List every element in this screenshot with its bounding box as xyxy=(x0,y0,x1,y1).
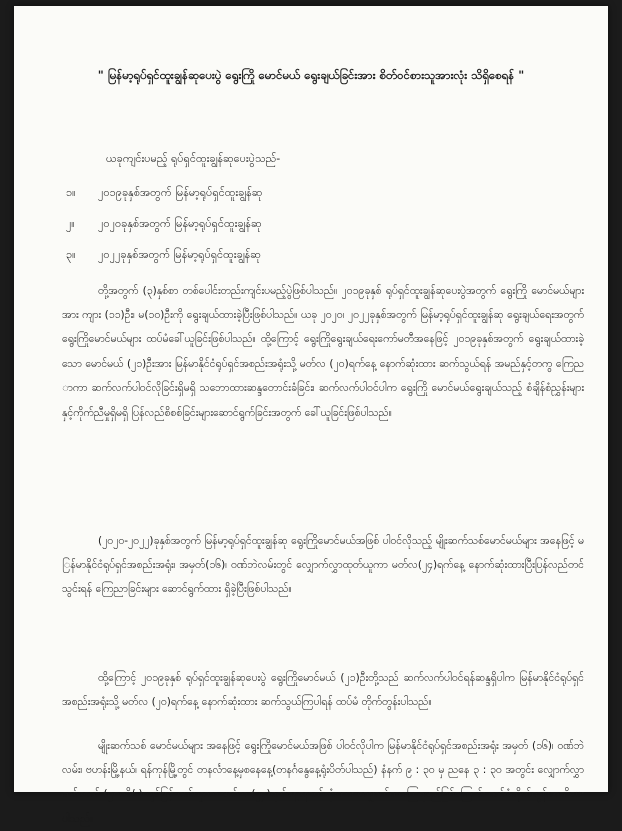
list-item-number: ၃။ xyxy=(66,248,98,264)
intro-line: ယခုကျင်းပမည့် ရုပ်ရှင်ထူးချွန်ဆုပေးပွဲသည်- xyxy=(106,152,280,168)
paragraph-new-applicants: (၂၀၂၀-၂၀၂၂)ခုနှစ်အတွက် မြန်မာ့ရုပ်ရှင်ထူးချွန်ဆု ရွေးကြိုမောင်မယ်အဖြစ် ပါဝင်လိုသည့် မျိုးဆက်သစ်မောင်မယ်များ အနေဖြင့် မြန်မာနိုင်ငံရုပ်ရှင်အစည်းအရုံး၊ အမှတ်(၁၆)၊ ဝဏ်ဘဲလမ်းတွင် လျှောက်လွှာထုတ်ယူကာ မတ်လ(၂၄)ရက်နေ့ နောက်ဆုံးထားပြီးပြန်လည်တင်သွင်းရန် ကြေညာခြင်းများ ဆောင်ရွက်ထား ရှိခဲ့ပြီးဖြစ်ပါသည်။ xyxy=(62,529,584,602)
list-item-number: ၁။ xyxy=(66,186,98,202)
list-item xyxy=(66,240,586,271)
list-item-text: ၂၀၂၀ခုနှစ်အတွက် မြန်မာ့ရုပ်ရှင်ထူးချွန်ဆု xyxy=(98,217,262,233)
list-item xyxy=(66,178,586,209)
list-item xyxy=(66,209,586,240)
paragraph-reminder-previous-candidates: ထို့ကြောင့် ၂၀၁၉ခုနှစ် ရုပ်ရှင်ထူးချွန်ဆုပေးပွဲ ရွေးကြိုမောင်မယ် (၂၁)ဦးတို့သည် ဆက်လက်ပါဝင်ရန်ဆန္ဒရှိပါက မြန်မာနိုင်ငံရုပ်ရှင်အစည်းအရုံးသို့ မတ်လ (၂၀)ရက်နေ့ နောက်ဆုံးထား ဆက်သွယ်ကြပါရန် ထပ်မံ တိုက်တွန်းပါသည်။ xyxy=(62,666,584,715)
document-title: " မြန်မာ့ရုပ်ရှင်ထူးချွန်ဆုပေးပွဲ ရွေးကြို မောင်မယ် ရွေးချယ်ခြင်းအား စိတ်ဝင်စားသူအားလုံး သိရှိစေရန် " xyxy=(54,64,568,86)
award-year-list xyxy=(66,178,586,271)
list-item-number: ၂။ xyxy=(66,217,98,233)
paragraph-application-details: မျိုးဆက်သစ် မောင်မယ်များ အနေဖြင့် ရွေးကြိုမောင်မယ်အဖြစ် ပါဝင်လိုပါက မြန်မာနိုင်ငံရုပ်ရှင်အစည်းအရုံး အမှတ် (၁၆)၊ ဝဏ်ဘဲလမ်း၊ ဗဟန်းမြို့နယ်၊ ရန်ကုန်မြို့တွင် တနင်္လာနေ့မှစနေနေ့(တနင်္ဂနွေနေ့ရုံးပိတ်ပါသည်) နံနက် ၉ : ၃၀ မှ ညနေ ၃ : ၃၀ အတွင်း လျှောက်လွှာတစ်စောင် (၅၀၀၀ိ/-)ကျပ်ဖြင့် ဝယ်ယူကာ မတ်လ (၂၄)ရက်နေ့နောက်ဆုံးထား လျှောက်ထားကြရမည်ဖြစ်ကြောင်း ထပ်မံတိုက်တွန်းအသိပေးပါသည်။ xyxy=(62,734,584,831)
list-item-text: ၂၀၂၂ခုနှစ်အတွက် မြန်မာ့ရုပ်ရှင်ထူးချွန်ဆု xyxy=(98,248,261,264)
document-page xyxy=(14,6,608,792)
paragraph-background: တို့အတွက် (၃)နှစ်စာ တစ်ပေါင်းတည်းကျင်းပမည့်ပွဲဖြစ်ပါသည်။ ၂၀၁၉ခုနှစ် ရုပ်ရှင်ထူးချွန်ဆုပေးပွဲအတွက် ရွေးကြို မောင်မယ်များအား ကျား (၁၁)ဦး၊ မ(၁၀)ဦးကို ရွေးချယ်ထားခဲ့ပြီးဖြစ်ပါသည်။ ယခု ၂၀၂၀၊ ၂၀၂၂ခုနှစ်အတွက် မြန်မာ့ရုပ်ရှင်ထူးချွန်ဆု ရွေးချယ်ရေးအတွက် ရွေးကြိုမောင်မယ်များ ထပ်မံခေါ်ယူခြင်းဖြစ်ပါသည်။ ထို့ကြောင့် ရွေးကြိုရွေးချယ်ရေးကော်မတီအနေဖြင့် ၂၀၁၉ခုနှစ်အတွက် ရွေးချယ်ထားခဲ့သော မောင်မယ် (၂၁)ဦးအား မြန်မာနိုင်ငံရုပ်ရှင်အစည်းအရုံးသို့ မတ်လ (၂၀)ရက်နေ့ နောက်ဆုံးထား ဆက်သွယ်ရန် အမည်နှင့်တကွ ကြေညာကာ ဆက်လက်ပါဝင်လိုခြင်းရှိမရှိ သဘောထားဆန္ဒတောင်းခံခြင်း၊ ဆက်လက်ပါဝင်ပါက ရွေးကြို မောင်မယ်ရွေးချယ်သည့် စံချိန်စံညွှန်းများနှင့်ကိုက်ညီမှုရှိမရှိ ပြန်လည်စိစစ်ခြင်းများဆောင်ရွက်ခြင်းအတွက် ခေါ်ယူခြင်းဖြစ်ပါသည်။ xyxy=(62,279,584,425)
list-item-text: ၂၀၁၉ခုနှစ်အတွက် မြန်မာ့ရုပ်ရှင်ထူးချွန်ဆု xyxy=(98,186,262,202)
